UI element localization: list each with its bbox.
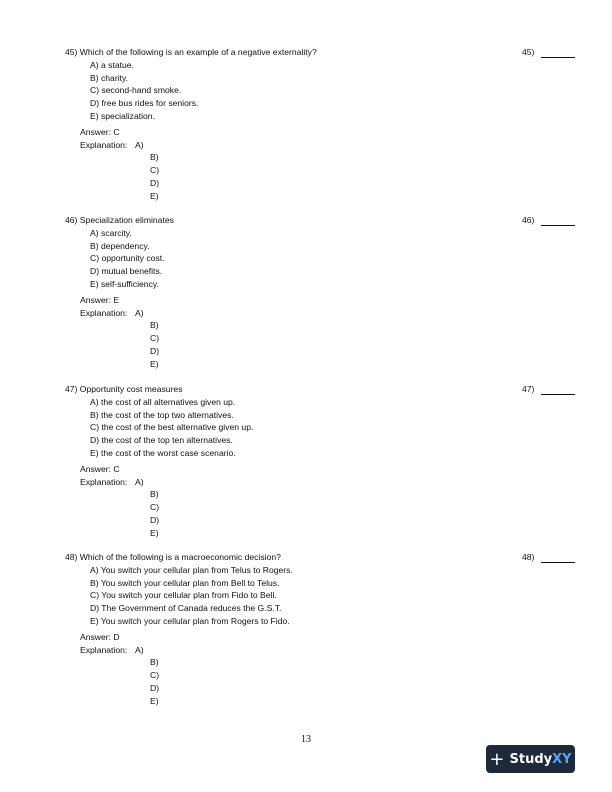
option-e: E) specialization. bbox=[90, 110, 155, 121]
question-46 bbox=[65, 214, 585, 371]
option-b: B) You switch your cellular plan from Bell to Telus. bbox=[90, 577, 280, 588]
answer-blank bbox=[541, 394, 575, 395]
explanation-letter-c: C) bbox=[150, 165, 160, 176]
question-number-right: 48) bbox=[522, 552, 535, 562]
explanation-letter-a: A) bbox=[135, 307, 144, 318]
explanation-letter-d: D) bbox=[150, 177, 160, 188]
explanation-letter-d: D) bbox=[150, 345, 160, 356]
option-a: A) You switch your cellular plan from Telus to Rogers. bbox=[90, 564, 293, 575]
answer-blank bbox=[541, 225, 575, 226]
question-47 bbox=[65, 383, 585, 540]
explanation-row bbox=[65, 476, 585, 489]
option-b: B) charity. bbox=[90, 72, 129, 83]
explanation-letter-b: B) bbox=[150, 657, 159, 668]
question-number-right: 47) bbox=[522, 384, 535, 394]
answer-line: Answer: C bbox=[80, 463, 120, 474]
explanation-letter-d: D) bbox=[150, 514, 160, 525]
option-d: D) free bus rides for seniors. bbox=[90, 98, 199, 109]
explanation-letter-e: E) bbox=[150, 358, 159, 369]
question-stem: 45) Which of the following is an example of a negative externality? bbox=[65, 47, 317, 57]
explanation-row bbox=[65, 644, 585, 657]
explanation-letter-e: E) bbox=[150, 527, 159, 538]
explanation-letter-b: B) bbox=[150, 320, 159, 331]
explanation-letter-c: C) bbox=[150, 502, 160, 513]
explanation-row bbox=[65, 307, 585, 320]
question-stem: 46) Specialization eliminates bbox=[65, 215, 174, 225]
option-b: B) dependency. bbox=[90, 240, 150, 251]
explanation-letter-e: E) bbox=[150, 695, 159, 706]
explanation-letter-b: B) bbox=[150, 489, 159, 500]
explanation-letter-b: B) bbox=[150, 152, 159, 163]
answer-line: Answer: C bbox=[80, 126, 120, 137]
explanation-row bbox=[65, 139, 585, 152]
option-c: C) the cost of the best alternative given up. bbox=[90, 422, 254, 433]
option-e: E) the cost of the worst case scenario. bbox=[90, 447, 236, 458]
option-c: C) You switch your cellular plan from Fido to Bell. bbox=[90, 590, 277, 601]
explanation-label: Explanation: bbox=[80, 476, 128, 487]
option-e: E) self-sufficiency. bbox=[90, 278, 159, 289]
option-c: C) opportunity cost. bbox=[90, 253, 165, 264]
question-45 bbox=[65, 46, 585, 203]
answer-blank bbox=[541, 562, 575, 563]
explanation-letter-c: C) bbox=[150, 670, 160, 681]
option-a: A) a statue. bbox=[90, 59, 134, 70]
option-a: A) scarcity. bbox=[90, 227, 132, 238]
explanation-letter-a: A) bbox=[135, 476, 144, 487]
option-a: A) the cost of all alternatives given up. bbox=[90, 396, 236, 407]
option-d: D) The Government of Canada reduces the G.S.T. bbox=[90, 603, 282, 614]
question-stem: 48) Which of the following is a macroeconomic decision? bbox=[65, 552, 281, 562]
option-b: B) the cost of the top two alternatives. bbox=[90, 409, 234, 420]
explanation-letter-a: A) bbox=[135, 139, 144, 150]
plus-icon: + bbox=[489, 748, 505, 770]
badge-brand-accent: XY bbox=[552, 751, 572, 767]
explanation-letter-c: C) bbox=[150, 333, 160, 344]
studyxy-badge[interactable] bbox=[486, 745, 575, 773]
badge-brand-main: Study bbox=[509, 751, 553, 767]
question-number-right: 46) bbox=[522, 215, 535, 225]
option-d: D) mutual benefits. bbox=[90, 266, 163, 277]
explanation-letter-e: E) bbox=[150, 190, 159, 201]
answer-line: Answer: D bbox=[80, 631, 120, 642]
page-number: 13 bbox=[301, 734, 311, 745]
answer-blank bbox=[541, 57, 575, 58]
explanation-label: Explanation: bbox=[80, 139, 128, 150]
question-number-right: 45) bbox=[522, 47, 535, 57]
explanation-letter-a: A) bbox=[135, 644, 144, 655]
explanation-label: Explanation: bbox=[80, 644, 128, 655]
explanation-letter-d: D) bbox=[150, 682, 160, 693]
explanation-label: Explanation: bbox=[80, 307, 128, 318]
option-d: D) the cost of the top ten alternatives. bbox=[90, 435, 233, 446]
option-e: E) You switch your cellular plan from Rogers to Fido. bbox=[90, 615, 290, 626]
option-c: C) second-hand smoke. bbox=[90, 85, 182, 96]
question-48 bbox=[65, 551, 585, 708]
question-stem: 47) Opportunity cost measures bbox=[65, 384, 183, 394]
answer-line: Answer: E bbox=[80, 294, 120, 305]
